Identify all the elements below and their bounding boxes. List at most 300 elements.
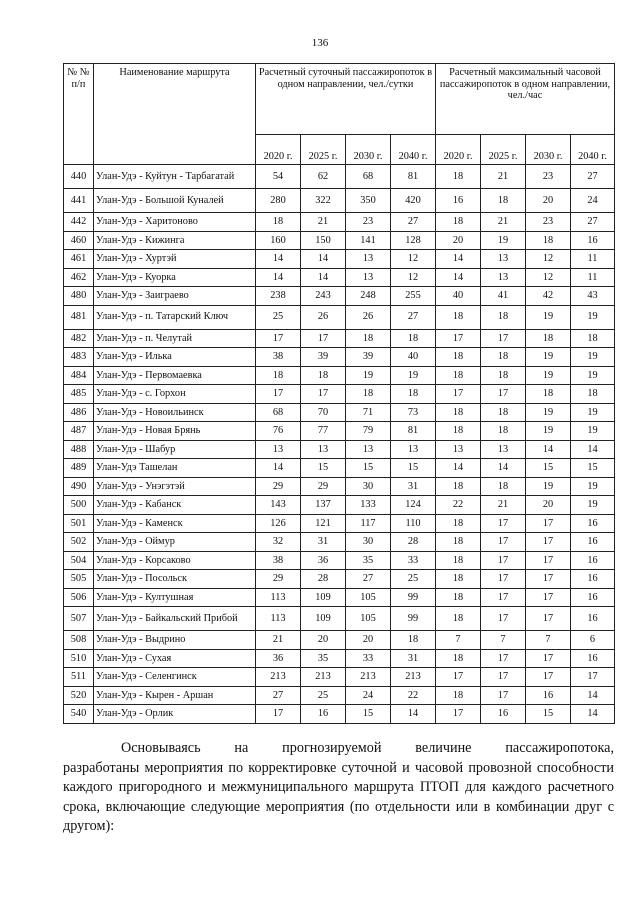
daily-flow-cell: 21 bbox=[301, 213, 346, 232]
route-name-cell: Улан-Удэ - Первомаевка bbox=[94, 366, 256, 385]
daily-flow-cell: 16 bbox=[301, 705, 346, 724]
daily-flow-cell: 26 bbox=[346, 305, 391, 329]
daily-flow-cell: 141 bbox=[346, 231, 391, 250]
route-name-cell: Улан-Удэ - Кырен - Аршан bbox=[94, 686, 256, 705]
hourly-flow-cell: 19 bbox=[526, 477, 571, 496]
hourly-flow-cell: 7 bbox=[526, 631, 571, 650]
route-name-cell: Улан-Удэ - Илька bbox=[94, 348, 256, 367]
hourly-flow-cell: 19 bbox=[481, 231, 526, 250]
daily-flow-cell: 25 bbox=[256, 305, 301, 329]
daily-flow-cell: 113 bbox=[256, 588, 301, 607]
hourly-flow-cell: 27 bbox=[571, 165, 615, 189]
hourly-flow-cell: 15 bbox=[526, 705, 571, 724]
hourly-flow-cell: 18 bbox=[481, 348, 526, 367]
table-row bbox=[64, 649, 615, 668]
table-row bbox=[64, 631, 615, 650]
hourly-flow-cell: 16 bbox=[481, 705, 526, 724]
route-number-cell: 485 bbox=[64, 385, 94, 404]
daily-flow-cell: 17 bbox=[256, 705, 301, 724]
hourly-flow-cell: 17 bbox=[526, 607, 571, 631]
route-name-cell: Улан-Удэ - п. Челутай bbox=[94, 329, 256, 348]
route-number-cell: 442 bbox=[64, 213, 94, 232]
daily-flow-cell: 117 bbox=[346, 514, 391, 533]
hourly-flow-cell: 16 bbox=[571, 533, 615, 552]
route-number-cell: 489 bbox=[64, 459, 94, 478]
daily-flow-cell: 126 bbox=[256, 514, 301, 533]
hourly-flow-cell: 18 bbox=[481, 403, 526, 422]
table-row bbox=[64, 459, 615, 478]
route-number-cell: 486 bbox=[64, 403, 94, 422]
daily-flow-cell: 73 bbox=[391, 403, 436, 422]
header-year-daily: 2040 г. bbox=[391, 135, 436, 165]
daily-flow-cell: 12 bbox=[391, 268, 436, 287]
hourly-flow-cell: 16 bbox=[571, 551, 615, 570]
daily-flow-cell: 213 bbox=[256, 668, 301, 687]
daily-flow-cell: 36 bbox=[301, 551, 346, 570]
daily-flow-cell: 15 bbox=[391, 459, 436, 478]
hourly-flow-cell: 18 bbox=[436, 165, 481, 189]
daily-flow-cell: 38 bbox=[256, 551, 301, 570]
route-name-cell: Улан-Удэ - Хуртэй bbox=[94, 250, 256, 269]
route-number-cell: 487 bbox=[64, 422, 94, 441]
route-number-cell: 504 bbox=[64, 551, 94, 570]
hourly-flow-cell: 23 bbox=[526, 213, 571, 232]
hourly-flow-cell: 18 bbox=[436, 213, 481, 232]
daily-flow-cell: 128 bbox=[391, 231, 436, 250]
route-number-cell: 440 bbox=[64, 165, 94, 189]
daily-flow-cell: 77 bbox=[301, 422, 346, 441]
header-route-name: Наименование маршрута bbox=[94, 64, 256, 165]
table-row bbox=[64, 165, 615, 189]
route-number-cell: 500 bbox=[64, 496, 94, 515]
header-year-daily: 2025 г. bbox=[301, 135, 346, 165]
hourly-flow-cell: 16 bbox=[571, 570, 615, 589]
hourly-flow-cell: 11 bbox=[571, 268, 615, 287]
hourly-flow-cell: 15 bbox=[526, 459, 571, 478]
daily-flow-cell: 14 bbox=[301, 268, 346, 287]
daily-flow-cell: 121 bbox=[301, 514, 346, 533]
table-row bbox=[64, 686, 615, 705]
hourly-flow-cell: 18 bbox=[436, 588, 481, 607]
daily-flow-cell: 14 bbox=[301, 250, 346, 269]
hourly-flow-cell: 22 bbox=[436, 496, 481, 515]
header-daily-passenger-flow: Расчетный суточный пассажиропоток в одном направлении, чел./сутки bbox=[256, 64, 436, 135]
hourly-flow-cell: 12 bbox=[526, 268, 571, 287]
hourly-flow-cell: 42 bbox=[526, 287, 571, 306]
route-number-cell: 482 bbox=[64, 329, 94, 348]
daily-flow-cell: 24 bbox=[346, 686, 391, 705]
daily-flow-cell: 18 bbox=[256, 213, 301, 232]
hourly-flow-cell: 17 bbox=[481, 385, 526, 404]
daily-flow-cell: 30 bbox=[346, 533, 391, 552]
hourly-flow-cell: 17 bbox=[481, 533, 526, 552]
daily-flow-cell: 31 bbox=[391, 477, 436, 496]
header-number: № № п/п bbox=[64, 64, 94, 165]
daily-flow-cell: 17 bbox=[256, 385, 301, 404]
hourly-flow-cell: 19 bbox=[571, 477, 615, 496]
table-row bbox=[64, 385, 615, 404]
route-number-cell: 488 bbox=[64, 440, 94, 459]
hourly-flow-cell: 21 bbox=[481, 496, 526, 515]
hourly-flow-cell: 17 bbox=[481, 329, 526, 348]
daily-flow-cell: 27 bbox=[391, 213, 436, 232]
hourly-flow-cell: 17 bbox=[526, 570, 571, 589]
hourly-flow-cell: 20 bbox=[526, 496, 571, 515]
daily-flow-cell: 14 bbox=[256, 268, 301, 287]
paragraph-first-line: Основываясь на прогнозируемой величине пассажиропотока, bbox=[121, 740, 614, 756]
daily-flow-cell: 81 bbox=[391, 165, 436, 189]
route-number-cell: 462 bbox=[64, 268, 94, 287]
daily-flow-cell: 350 bbox=[346, 189, 391, 213]
route-name-cell: Улан-Удэ - Посольск bbox=[94, 570, 256, 589]
table-row bbox=[64, 231, 615, 250]
daily-flow-cell: 31 bbox=[391, 649, 436, 668]
hourly-flow-cell: 18 bbox=[526, 385, 571, 404]
hourly-flow-cell: 15 bbox=[571, 459, 615, 478]
hourly-flow-cell: 17 bbox=[526, 514, 571, 533]
table-row bbox=[64, 607, 615, 631]
daily-flow-cell: 12 bbox=[391, 250, 436, 269]
route-number-cell: 441 bbox=[64, 189, 94, 213]
daily-flow-cell: 33 bbox=[391, 551, 436, 570]
daily-flow-cell: 17 bbox=[301, 385, 346, 404]
route-number-cell: 460 bbox=[64, 231, 94, 250]
route-name-cell: Улан-Удэ - Унэгэтэй bbox=[94, 477, 256, 496]
hourly-flow-cell: 23 bbox=[526, 165, 571, 189]
route-number-cell: 510 bbox=[64, 649, 94, 668]
hourly-flow-cell: 17 bbox=[481, 607, 526, 631]
page-number: 136 bbox=[311, 37, 329, 49]
hourly-flow-cell: 7 bbox=[436, 631, 481, 650]
hourly-flow-cell: 17 bbox=[526, 649, 571, 668]
hourly-flow-cell: 17 bbox=[526, 588, 571, 607]
daily-flow-cell: 15 bbox=[301, 459, 346, 478]
route-number-cell: 507 bbox=[64, 607, 94, 631]
route-name-cell: Улан-Удэ - Кабанск bbox=[94, 496, 256, 515]
route-number-cell: 505 bbox=[64, 570, 94, 589]
route-name-cell: Улан-Удэ - п. Татарский Ключ bbox=[94, 305, 256, 329]
daily-flow-cell: 99 bbox=[391, 607, 436, 631]
daily-flow-cell: 71 bbox=[346, 403, 391, 422]
hourly-flow-cell: 13 bbox=[481, 268, 526, 287]
daily-flow-cell: 280 bbox=[256, 189, 301, 213]
hourly-flow-cell: 16 bbox=[571, 607, 615, 631]
daily-flow-cell: 19 bbox=[391, 366, 436, 385]
route-name-cell: Улан-Удэ - Харитоново bbox=[94, 213, 256, 232]
hourly-flow-cell: 18 bbox=[571, 385, 615, 404]
table-row bbox=[64, 403, 615, 422]
hourly-flow-cell: 18 bbox=[436, 533, 481, 552]
table-row bbox=[64, 268, 615, 287]
route-number-cell: 508 bbox=[64, 631, 94, 650]
daily-flow-cell: 18 bbox=[301, 366, 346, 385]
hourly-flow-cell: 24 bbox=[571, 189, 615, 213]
daily-flow-cell: 248 bbox=[346, 287, 391, 306]
hourly-flow-cell: 16 bbox=[526, 686, 571, 705]
table-row bbox=[64, 477, 615, 496]
paragraph-continuation: разработаны мероприятия по корректировке суточной и часовой провозной способности каждого пригородного и межмуниципального маршрута ПТОП для каждого расчетного срока, включающие следующие мероприятия (по отдельности или в комбинации друг с другом): bbox=[63, 759, 614, 834]
daily-flow-cell: 124 bbox=[391, 496, 436, 515]
table-row bbox=[64, 533, 615, 552]
hourly-flow-cell: 14 bbox=[571, 705, 615, 724]
daily-flow-cell: 36 bbox=[256, 649, 301, 668]
route-number-cell: 484 bbox=[64, 366, 94, 385]
hourly-flow-cell: 18 bbox=[436, 422, 481, 441]
table-row bbox=[64, 305, 615, 329]
route-number-cell: 540 bbox=[64, 705, 94, 724]
daily-flow-cell: 21 bbox=[256, 631, 301, 650]
table-row bbox=[64, 440, 615, 459]
daily-flow-cell: 26 bbox=[301, 305, 346, 329]
header-year-daily: 2030 г. bbox=[346, 135, 391, 165]
hourly-flow-cell: 17 bbox=[481, 588, 526, 607]
daily-flow-cell: 27 bbox=[256, 686, 301, 705]
hourly-flow-cell: 18 bbox=[481, 366, 526, 385]
hourly-flow-cell: 18 bbox=[436, 477, 481, 496]
route-number-cell: 520 bbox=[64, 686, 94, 705]
header-hourly-passenger-flow: Расчетный максимальный часовой пассажиропоток в одном направлении, чел./час bbox=[436, 64, 615, 135]
daily-flow-cell: 35 bbox=[301, 649, 346, 668]
hourly-flow-cell: 18 bbox=[481, 422, 526, 441]
daily-flow-cell: 40 bbox=[391, 348, 436, 367]
route-name-cell: Улан-Удэ - Большой Куналей bbox=[94, 189, 256, 213]
route-number-cell: 483 bbox=[64, 348, 94, 367]
route-name-cell: Улан-Удэ - Орлик bbox=[94, 705, 256, 724]
daily-flow-cell: 30 bbox=[346, 477, 391, 496]
hourly-flow-cell: 19 bbox=[526, 305, 571, 329]
daily-flow-cell: 238 bbox=[256, 287, 301, 306]
daily-flow-cell: 18 bbox=[391, 329, 436, 348]
hourly-flow-cell: 17 bbox=[481, 514, 526, 533]
daily-flow-cell: 109 bbox=[301, 588, 346, 607]
table-row bbox=[64, 348, 615, 367]
header-year-daily: 2020 г. bbox=[256, 135, 301, 165]
route-name-cell: Улан-Удэ - Шабур bbox=[94, 440, 256, 459]
table-body bbox=[64, 165, 615, 724]
hourly-flow-cell: 19 bbox=[526, 348, 571, 367]
daily-flow-cell: 322 bbox=[301, 189, 346, 213]
daily-flow-cell: 32 bbox=[256, 533, 301, 552]
daily-flow-cell: 23 bbox=[346, 213, 391, 232]
route-number-cell: 490 bbox=[64, 477, 94, 496]
hourly-flow-cell: 16 bbox=[571, 649, 615, 668]
hourly-flow-cell: 18 bbox=[436, 514, 481, 533]
hourly-flow-cell: 18 bbox=[481, 477, 526, 496]
table-row bbox=[64, 668, 615, 687]
hourly-flow-cell: 18 bbox=[436, 403, 481, 422]
table-row bbox=[64, 705, 615, 724]
hourly-flow-cell: 19 bbox=[526, 366, 571, 385]
daily-flow-cell: 213 bbox=[346, 668, 391, 687]
hourly-flow-cell: 17 bbox=[436, 668, 481, 687]
hourly-flow-cell: 13 bbox=[481, 440, 526, 459]
hourly-flow-cell: 17 bbox=[436, 329, 481, 348]
daily-flow-cell: 18 bbox=[391, 631, 436, 650]
hourly-flow-cell: 18 bbox=[436, 686, 481, 705]
daily-flow-cell: 29 bbox=[256, 477, 301, 496]
route-number-cell: 481 bbox=[64, 305, 94, 329]
route-number-cell: 461 bbox=[64, 250, 94, 269]
daily-flow-cell: 160 bbox=[256, 231, 301, 250]
daily-flow-cell: 68 bbox=[256, 403, 301, 422]
header-year-hourly: 2025 г. bbox=[481, 135, 526, 165]
hourly-flow-cell: 14 bbox=[481, 459, 526, 478]
hourly-flow-cell: 16 bbox=[571, 514, 615, 533]
header-year-hourly: 2040 г. bbox=[571, 135, 615, 165]
route-name-cell: Улан-Удэ - Куйтун - Тарбагатай bbox=[94, 165, 256, 189]
daily-flow-cell: 109 bbox=[301, 607, 346, 631]
hourly-flow-cell: 17 bbox=[526, 551, 571, 570]
daily-flow-cell: 18 bbox=[346, 329, 391, 348]
daily-flow-cell: 13 bbox=[256, 440, 301, 459]
hourly-flow-cell: 20 bbox=[526, 189, 571, 213]
daily-flow-cell: 20 bbox=[301, 631, 346, 650]
header-year-hourly: 2030 г. bbox=[526, 135, 571, 165]
daily-flow-cell: 35 bbox=[346, 551, 391, 570]
routes-table bbox=[63, 63, 615, 724]
route-name-cell: Улан-Удэ - Новоильинск bbox=[94, 403, 256, 422]
daily-flow-cell: 213 bbox=[301, 668, 346, 687]
daily-flow-cell: 420 bbox=[391, 189, 436, 213]
daily-flow-cell: 76 bbox=[256, 422, 301, 441]
hourly-flow-cell: 43 bbox=[571, 287, 615, 306]
table-row bbox=[64, 551, 615, 570]
route-name-cell: Улан-Удэ - Сухая bbox=[94, 649, 256, 668]
hourly-flow-cell: 12 bbox=[526, 250, 571, 269]
daily-flow-cell: 79 bbox=[346, 422, 391, 441]
hourly-flow-cell: 18 bbox=[436, 551, 481, 570]
hourly-flow-cell: 18 bbox=[436, 366, 481, 385]
daily-flow-cell: 14 bbox=[256, 459, 301, 478]
table-row bbox=[64, 570, 615, 589]
route-name-cell: Улан-Удэ - с. Горхон bbox=[94, 385, 256, 404]
daily-flow-cell: 99 bbox=[391, 588, 436, 607]
daily-flow-cell: 39 bbox=[301, 348, 346, 367]
daily-flow-cell: 17 bbox=[256, 329, 301, 348]
body-paragraph bbox=[63, 739, 614, 837]
header-year-hourly: 2020 г. bbox=[436, 135, 481, 165]
daily-flow-cell: 15 bbox=[346, 459, 391, 478]
daily-flow-cell: 18 bbox=[346, 385, 391, 404]
daily-flow-cell: 38 bbox=[256, 348, 301, 367]
daily-flow-cell: 70 bbox=[301, 403, 346, 422]
route-name-cell: Улан-Удэ - Кижинга bbox=[94, 231, 256, 250]
hourly-flow-cell: 14 bbox=[571, 686, 615, 705]
daily-flow-cell: 255 bbox=[391, 287, 436, 306]
daily-flow-cell: 39 bbox=[346, 348, 391, 367]
route-number-cell: 502 bbox=[64, 533, 94, 552]
daily-flow-cell: 105 bbox=[346, 607, 391, 631]
table-row bbox=[64, 287, 615, 306]
route-name-cell: Улан-Удэ Ташелан bbox=[94, 459, 256, 478]
hourly-flow-cell: 18 bbox=[436, 649, 481, 668]
hourly-flow-cell: 19 bbox=[571, 422, 615, 441]
hourly-flow-cell: 19 bbox=[571, 496, 615, 515]
route-name-cell: Улан-Удэ - Выдрино bbox=[94, 631, 256, 650]
hourly-flow-cell: 13 bbox=[481, 250, 526, 269]
hourly-flow-cell: 14 bbox=[571, 440, 615, 459]
daily-flow-cell: 19 bbox=[346, 366, 391, 385]
hourly-flow-cell: 18 bbox=[436, 607, 481, 631]
route-name-cell: Улан-Удэ - Култушная bbox=[94, 588, 256, 607]
hourly-flow-cell: 13 bbox=[436, 440, 481, 459]
route-name-cell: Улан-Удэ - Селенгинск bbox=[94, 668, 256, 687]
route-name-cell: Улан-Удэ - Новая Брянь bbox=[94, 422, 256, 441]
hourly-flow-cell: 40 bbox=[436, 287, 481, 306]
hourly-flow-cell: 18 bbox=[571, 329, 615, 348]
hourly-flow-cell: 16 bbox=[436, 189, 481, 213]
hourly-flow-cell: 18 bbox=[481, 189, 526, 213]
hourly-flow-cell: 17 bbox=[526, 668, 571, 687]
route-number-cell: 511 bbox=[64, 668, 94, 687]
table-row bbox=[64, 422, 615, 441]
route-name-cell: Улан-Удэ - Куорка bbox=[94, 268, 256, 287]
hourly-flow-cell: 18 bbox=[436, 570, 481, 589]
table-row bbox=[64, 366, 615, 385]
hourly-flow-cell: 17 bbox=[481, 668, 526, 687]
daily-flow-cell: 17 bbox=[301, 329, 346, 348]
hourly-flow-cell: 17 bbox=[436, 705, 481, 724]
route-name-cell: Улан-Удэ - Каменск bbox=[94, 514, 256, 533]
daily-flow-cell: 27 bbox=[346, 570, 391, 589]
hourly-flow-cell: 14 bbox=[526, 440, 571, 459]
hourly-flow-cell: 17 bbox=[481, 686, 526, 705]
hourly-flow-cell: 18 bbox=[481, 305, 526, 329]
route-name-cell: Улан-Удэ - Оймур bbox=[94, 533, 256, 552]
daily-flow-cell: 143 bbox=[256, 496, 301, 515]
hourly-flow-cell: 19 bbox=[571, 403, 615, 422]
hourly-flow-cell: 19 bbox=[571, 366, 615, 385]
daily-flow-cell: 33 bbox=[346, 649, 391, 668]
hourly-flow-cell: 19 bbox=[571, 305, 615, 329]
daily-flow-cell: 28 bbox=[391, 533, 436, 552]
daily-flow-cell: 150 bbox=[301, 231, 346, 250]
hourly-flow-cell: 16 bbox=[571, 231, 615, 250]
daily-flow-cell: 54 bbox=[256, 165, 301, 189]
daily-flow-cell: 68 bbox=[346, 165, 391, 189]
hourly-flow-cell: 7 bbox=[481, 631, 526, 650]
hourly-flow-cell: 19 bbox=[526, 403, 571, 422]
hourly-flow-cell: 17 bbox=[526, 533, 571, 552]
daily-flow-cell: 31 bbox=[301, 533, 346, 552]
route-name-cell: Улан-Удэ - Байкальский Прибой bbox=[94, 607, 256, 631]
daily-flow-cell: 29 bbox=[256, 570, 301, 589]
table-row bbox=[64, 496, 615, 515]
hourly-flow-cell: 11 bbox=[571, 250, 615, 269]
hourly-flow-cell: 18 bbox=[436, 348, 481, 367]
hourly-flow-cell: 18 bbox=[526, 231, 571, 250]
table-row bbox=[64, 189, 615, 213]
hourly-flow-cell: 17 bbox=[481, 649, 526, 668]
hourly-flow-cell: 21 bbox=[481, 213, 526, 232]
hourly-flow-cell: 14 bbox=[436, 268, 481, 287]
daily-flow-cell: 110 bbox=[391, 514, 436, 533]
daily-flow-cell: 27 bbox=[391, 305, 436, 329]
route-number-cell: 480 bbox=[64, 287, 94, 306]
route-number-cell: 506 bbox=[64, 588, 94, 607]
daily-flow-cell: 13 bbox=[391, 440, 436, 459]
hourly-flow-cell: 21 bbox=[481, 165, 526, 189]
hourly-flow-cell: 16 bbox=[571, 588, 615, 607]
hourly-flow-cell: 18 bbox=[436, 305, 481, 329]
daily-flow-cell: 29 bbox=[301, 477, 346, 496]
daily-flow-cell: 20 bbox=[346, 631, 391, 650]
hourly-flow-cell: 17 bbox=[571, 668, 615, 687]
daily-flow-cell: 133 bbox=[346, 496, 391, 515]
hourly-flow-cell: 19 bbox=[526, 422, 571, 441]
table-row bbox=[64, 213, 615, 232]
route-name-cell: Улан-Удэ - Корсаково bbox=[94, 551, 256, 570]
